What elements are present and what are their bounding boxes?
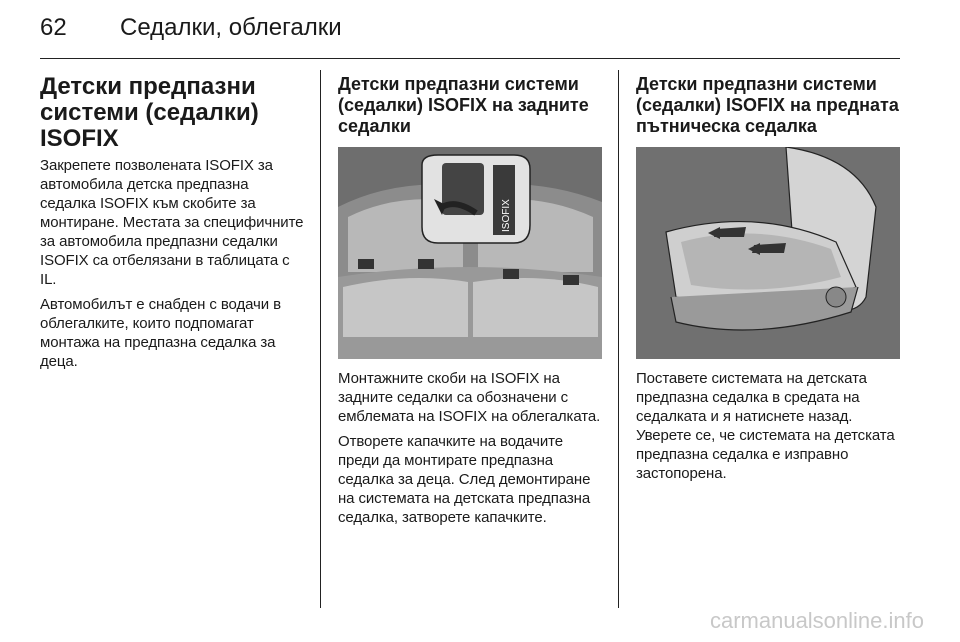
- column-isofix-front: [636, 74, 901, 489]
- page-header: [40, 14, 342, 42]
- isofix-label: ISOFIX: [501, 199, 512, 232]
- column-divider: [618, 70, 619, 608]
- column-isofix-intro: [40, 74, 308, 377]
- column-isofix-rear: [338, 74, 603, 533]
- front-seat-isofix-illustration: [636, 147, 900, 359]
- chapter-title: Седалки, облегалки: [120, 14, 342, 41]
- section-title: Детски предпазни системи (седалки) ISOFIX: [40, 73, 259, 152]
- section-title: Детски предпазни системи (седалки) ISOFIX на предната пътническа седалка: [636, 74, 899, 136]
- paragraph: Закрепете позволената ISOFIX за автомобила детска предпазна седалка ISOFIX към скобите за монтиране. Местата за специфичните за автомобила предпазни седалки ISOFIX са отбелязани в таблицата с IL.: [40, 157, 304, 288]
- paragraph: Отворете капачките на водачите преди да монтирате предпазна седалка за деца. След демонтиране на системата на детската предпазна седалка, затворете капачките.: [338, 433, 591, 526]
- page-number: 62: [40, 14, 67, 41]
- watermark: carmanualsonline.info: [709, 608, 924, 633]
- paragraph: Монтажните скоби на ISOFIX на задните седалки са обозначени с емблемата на ISOFIX на облегалката.: [338, 370, 601, 425]
- paragraph: Автомобилът е снабден с водачи в облегалките, които подпомагат монтажа на предпазна седалка за деца.: [40, 296, 281, 370]
- rear-seat-isofix-illustration: [338, 147, 602, 359]
- paragraph: Поставете системата на детската предпазна седалка в средата на седалката и я натиснете назад. Уверете се, че системата на детската предпазна седалка е изправно застопорена.: [636, 370, 895, 482]
- section-title: Детски предпазни системи (седалки) ISOFIX на задните седалки: [338, 74, 589, 136]
- header-rule: [40, 58, 900, 59]
- column-divider: [320, 70, 321, 608]
